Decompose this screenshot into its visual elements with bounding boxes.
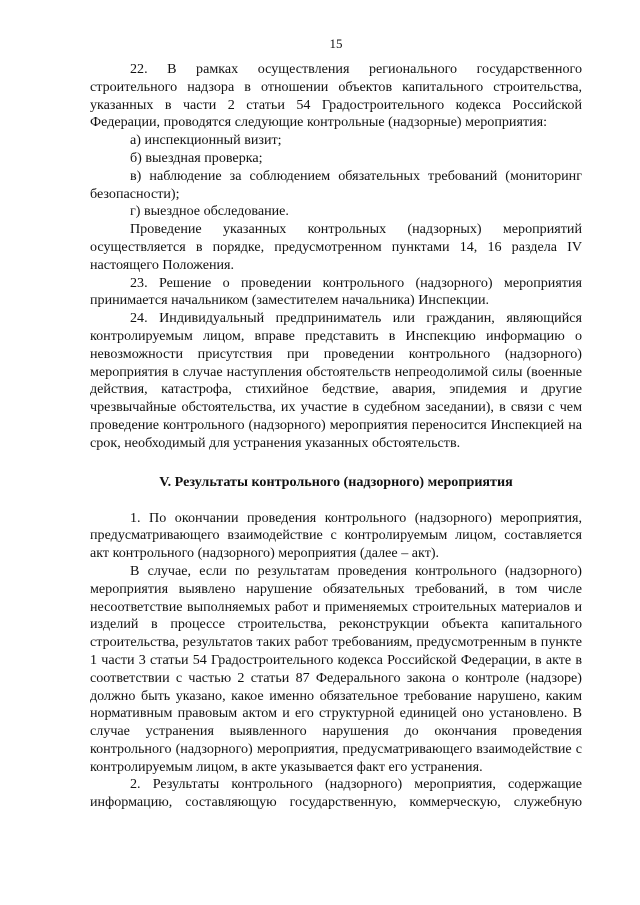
paragraph-24: 24. Индивидуальный предприниматель или гражданин, являющийся контролируемым лицом, вправе представить в Инспекцию информацию о невозможности присутствия при проведении контрольного (надзорного) мероприятия в случае наступления обстоятельств непреодолимой силы (военные действия, катастрофа, стихийное бедствие, авария, эпидемия и другие чрезвычайные обстоятельства, их участие в судебном заседании), в связи с чем проведение контрольного (надзорного) мероприятия переносится Инспекцией на срок, необходимый для устранения указанных обстоятельств. [90, 310, 582, 451]
paragraph-23: 23. Решение о проведении контрольного (надзорного) мероприятия принимается начальником (заместителем начальника) Инспекции. [90, 274, 582, 309]
paragraph-v-1: 1. По окончании проведения контрольного (надзорного) мероприятия, предусматривающего взаимодействие с контролируемым лицом, составляется акт контрольного (надзорного) мероприятия (далее – акт). [90, 509, 582, 562]
section-heading: V. Результаты контрольного (надзорного) мероприятия [159, 473, 513, 490]
paragraph-violation: В случае, если по результатам проведения контрольного (надзорного) мероприятия выявлено нарушение обязательных требований, в том числе несоответствие выполняемых работ и применяемых строительных материалов и изделий в процессе строительства, реконструкции объекта капитального строительства, результатов таких работ требованиям, предусмотренным в пункте 1 части 3 статьи 54 Градостроительного кодекса Российской Федерации, в акте в соответствии с частью 2 статьи 87 Федерального закона о контроле (надзоре) должно быть указано, какое именно обязательное требование нарушено, каким нормативным правовым актом и его структурной единицей оно установлено. В случае устранения выявленного нарушения до окончания проведения контрольного (надзорного) мероприятия, предусматривающего взаимодействие с контролируемым лицом, в акте указывается факт его устранения. [90, 562, 582, 775]
list-item-v: в) наблюдение за соблюдением обязательных требований (мониторинг безопасности); [90, 167, 582, 202]
list-item-b: б) выездная проверка; [130, 149, 263, 166]
document-page [90, 36, 582, 812]
page-number: 15 [329, 36, 343, 51]
paragraph-22: 22. В рамках осуществления регионального государственного строительного надзора в отношении объектов капитального строительства, указанных в части 2 статьи 54 Градостроительного кодекса Российской Федерации, проводятся следующие контрольные (надзорные) мероприятия: [90, 61, 582, 131]
list-item-a: а) инспекционный визит; [130, 132, 282, 149]
paragraph-v-2: 2. Результаты контрольного (надзорного) мероприятия, содержащие информацию, составляющую государственную, коммерческую, служебную [90, 776, 582, 811]
paragraph-procedure: Проведение указанных контрольных (надзорных) мероприятий осуществляется в порядке, предусмотренном пунктами 14, 16 раздела IV настоящего Положения. [90, 221, 582, 273]
list-item-g: г) выездное обследование. [130, 203, 289, 220]
